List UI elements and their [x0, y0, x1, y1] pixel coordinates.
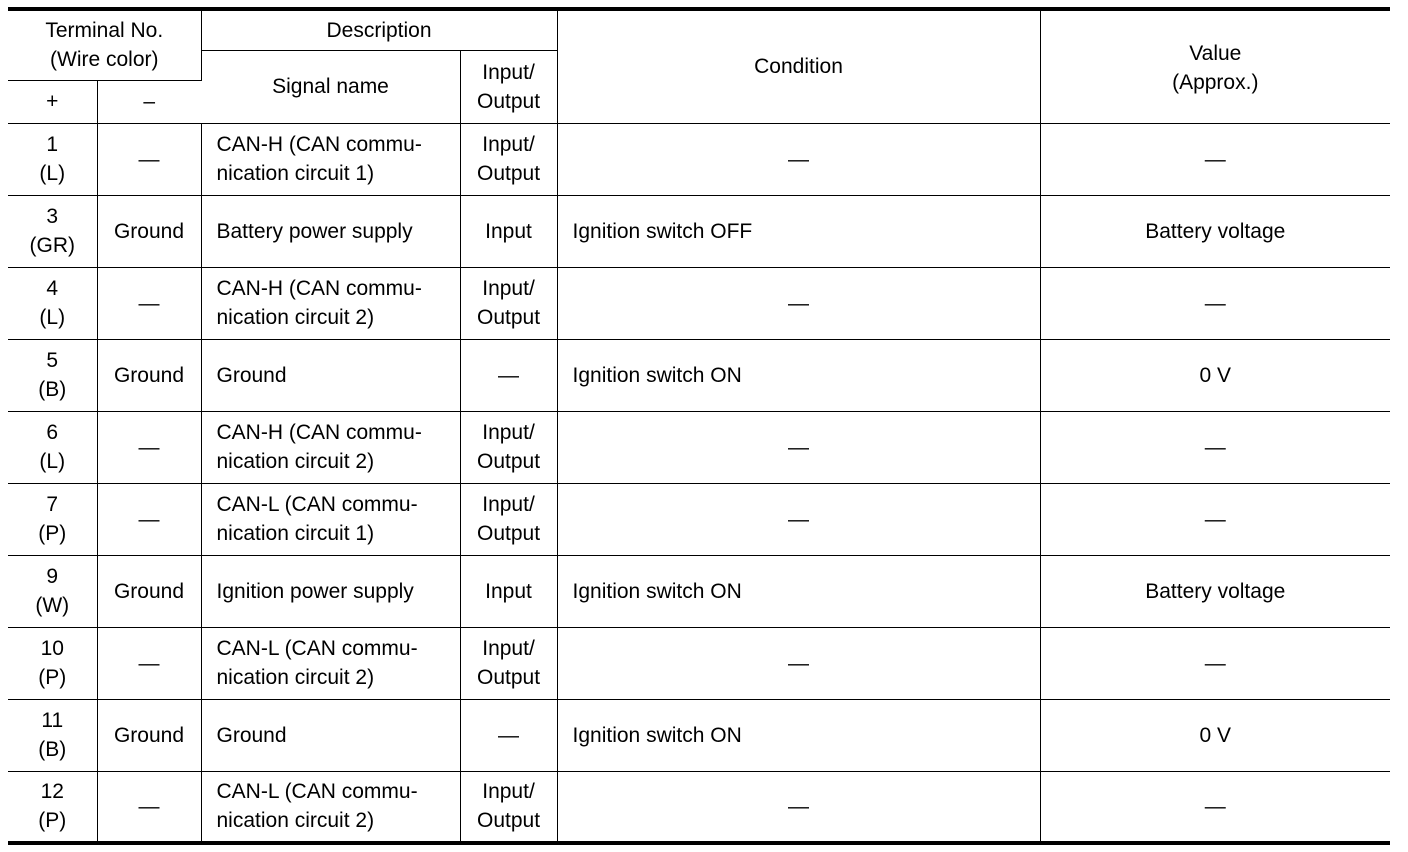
value-cell: — — [1040, 771, 1390, 843]
value-cell: — — [1040, 627, 1390, 699]
input-output-cell: Input — [460, 195, 557, 267]
condition-cell: — — [557, 123, 1040, 195]
input-output-cell: Input/ Output — [460, 267, 557, 339]
table-row — [8, 627, 1390, 699]
condition-cell: Ignition switch OFF — [557, 195, 1040, 267]
signal-name-cell: Ground — [201, 699, 460, 771]
input-output-cell: — — [460, 699, 557, 771]
minus-terminal-cell: — — [97, 411, 201, 483]
terminal-cell — [8, 339, 97, 411]
table-row — [8, 267, 1390, 339]
value-cell: 0 V — [1040, 339, 1390, 411]
signal-name-cell: Ignition power supply — [201, 555, 460, 627]
value-cell: — — [1040, 411, 1390, 483]
table-row — [8, 483, 1390, 555]
wire-color: (L) — [39, 162, 66, 185]
terminal-cell — [8, 699, 97, 771]
header-minus: – — [97, 80, 201, 123]
minus-terminal-cell: — — [97, 267, 201, 339]
wire-color: (L) — [39, 450, 66, 473]
terminal-spec-table — [8, 7, 1390, 845]
terminal-number: 7 — [46, 493, 59, 516]
header-value: Value (Approx.) — [1040, 9, 1390, 123]
terminal-number: 10 — [40, 637, 64, 660]
condition-cell: Ignition switch ON — [557, 555, 1040, 627]
condition-cell: — — [557, 411, 1040, 483]
input-output-cell: Input/ Output — [460, 483, 557, 555]
terminal-number: 5 — [46, 349, 59, 372]
wire-color: (B) — [38, 378, 67, 401]
minus-terminal-cell: Ground — [97, 339, 201, 411]
signal-name-cell: Ground — [201, 339, 460, 411]
minus-terminal-cell: — — [97, 771, 201, 843]
terminal-number: 1 — [46, 133, 59, 156]
signal-name-cell: CAN-L (CAN commu- nication circuit 2) — [201, 771, 460, 843]
input-output-cell: Input/ Output — [460, 123, 557, 195]
terminal-number: 6 — [46, 421, 59, 444]
terminal-number: 12 — [40, 780, 64, 804]
condition-cell: Ignition switch ON — [557, 699, 1040, 771]
minus-terminal-cell: — — [97, 627, 201, 699]
terminal-number: 3 — [46, 205, 59, 228]
value-cell: 0 V — [1040, 699, 1390, 771]
wire-color: (L) — [39, 306, 66, 329]
wire-color: (GR) — [29, 234, 75, 257]
terminal-cell — [8, 267, 97, 339]
table-row — [8, 339, 1390, 411]
table-row — [8, 411, 1390, 483]
table-row — [8, 195, 1390, 267]
minus-terminal-cell: — — [97, 483, 201, 555]
wire-color: (P) — [38, 809, 67, 833]
input-output-cell: Input — [460, 555, 557, 627]
signal-name-cell: CAN-H (CAN commu- nication circuit 2) — [201, 411, 460, 483]
terminal-cell — [8, 483, 97, 555]
wire-color: (P) — [38, 522, 67, 545]
wire-color: (W) — [35, 594, 70, 617]
condition-cell: Ignition switch ON — [557, 339, 1040, 411]
header-input-output: Input/ Output — [460, 50, 557, 123]
signal-name-cell: CAN-H (CAN commu- nication circuit 2) — [201, 267, 460, 339]
signal-name-cell: CAN-H (CAN commu- nication circuit 1) — [201, 123, 460, 195]
header-signal-name: Signal name — [201, 50, 460, 123]
table-row — [8, 555, 1390, 627]
terminal-number: 11 — [41, 709, 64, 732]
minus-terminal-cell: Ground — [97, 195, 201, 267]
input-output-cell: Input/ Output — [460, 771, 557, 843]
terminal-cell — [8, 555, 97, 627]
input-output-cell: Input/ Output — [460, 411, 557, 483]
value-cell: — — [1040, 123, 1390, 195]
minus-terminal-cell: Ground — [97, 699, 201, 771]
value-cell: Battery voltage — [1040, 195, 1390, 267]
header-description: Description — [201, 9, 557, 50]
signal-name-cell: CAN-L (CAN commu- nication circuit 1) — [201, 483, 460, 555]
header-plus: + — [8, 80, 97, 123]
input-output-cell: Input/ Output — [460, 627, 557, 699]
value-cell: — — [1040, 267, 1390, 339]
terminal-cell — [8, 627, 97, 699]
signal-name-cell: Battery power supply — [201, 195, 460, 267]
value-cell: Battery voltage — [1040, 555, 1390, 627]
terminal-number: 9 — [46, 565, 59, 588]
terminal-cell — [8, 123, 97, 195]
terminal-cell — [8, 195, 97, 267]
condition-cell: — — [557, 483, 1040, 555]
table-row — [8, 771, 1390, 843]
condition-cell: — — [557, 771, 1040, 843]
header-condition: Condition — [557, 9, 1040, 123]
input-output-cell: — — [460, 339, 557, 411]
minus-terminal-cell: — — [97, 123, 201, 195]
table-row — [8, 699, 1390, 771]
wire-color: (P) — [38, 666, 67, 689]
terminal-cell — [8, 411, 97, 483]
terminal-cell — [8, 771, 97, 843]
table-row — [8, 123, 1390, 195]
signal-name-cell: CAN-L (CAN commu- nication circuit 2) — [201, 627, 460, 699]
header-terminal-no: Terminal No. (Wire color) — [8, 9, 201, 80]
minus-terminal-cell: Ground — [97, 555, 201, 627]
condition-cell: — — [557, 627, 1040, 699]
wire-color: (B) — [38, 738, 67, 761]
condition-cell: — — [557, 267, 1040, 339]
terminal-number: 4 — [46, 277, 59, 300]
value-cell: — — [1040, 483, 1390, 555]
